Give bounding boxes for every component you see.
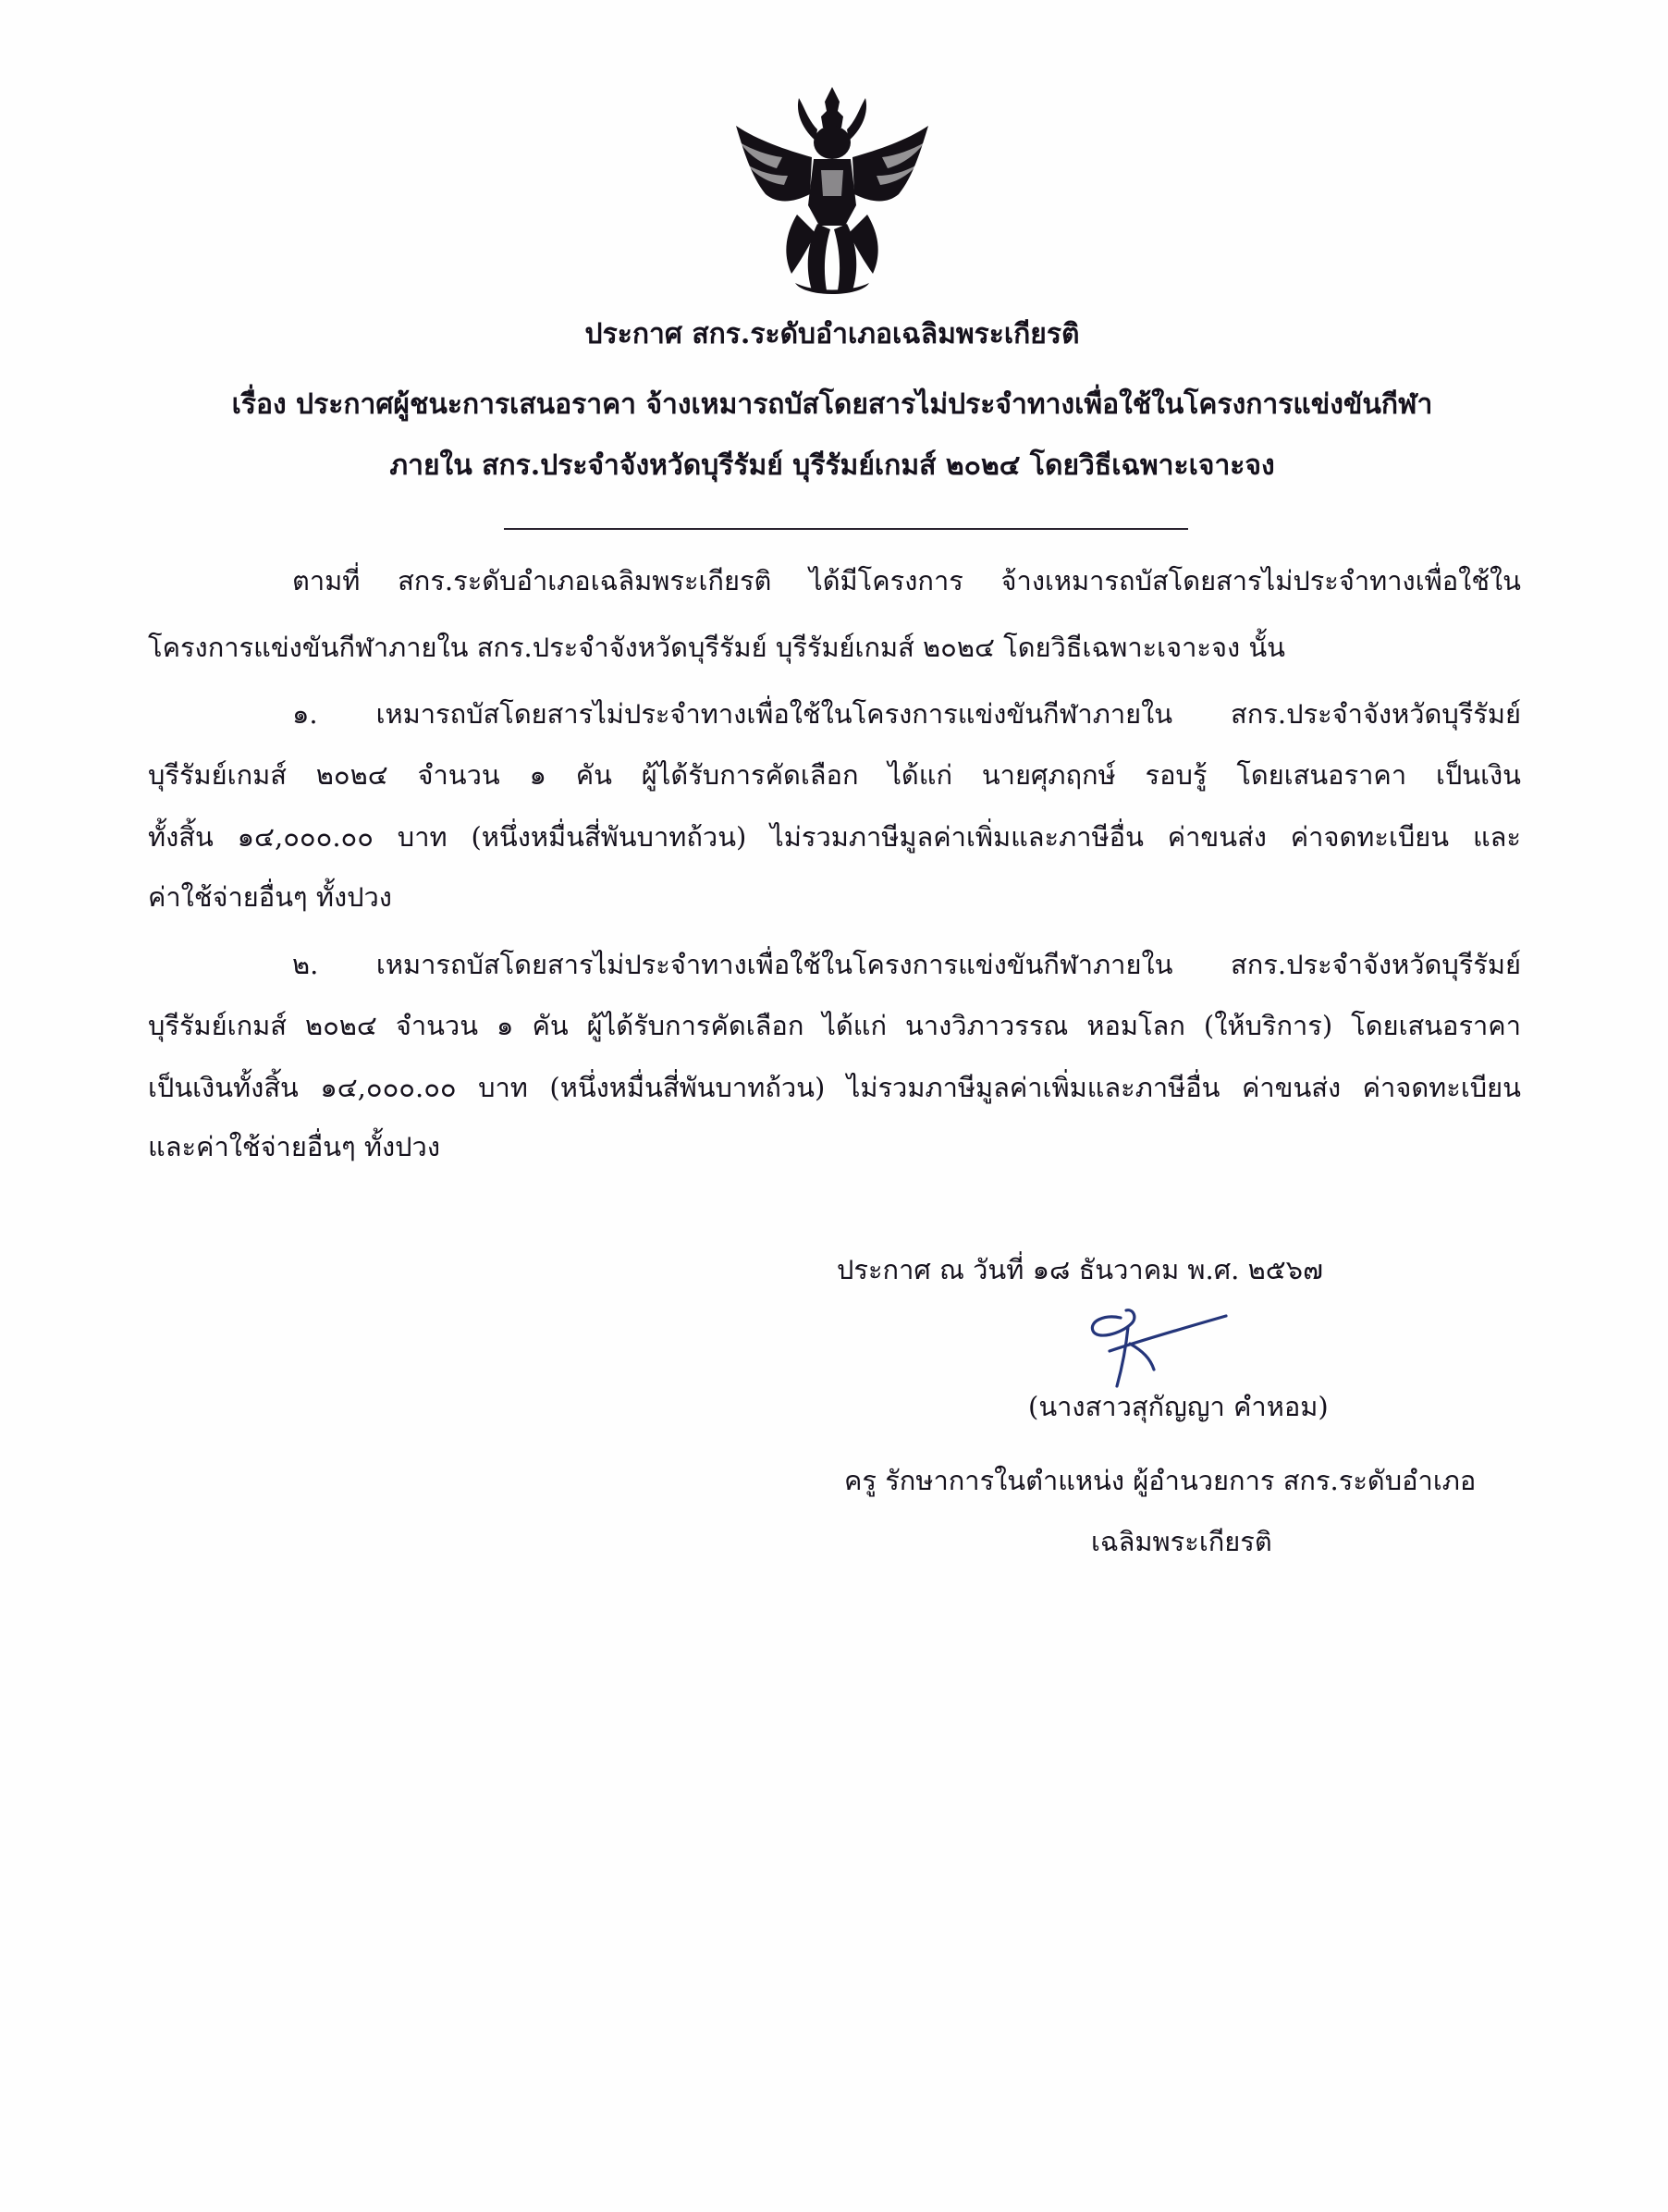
signer-name: (นางสาวสุกัญญา คำหอม) xyxy=(1028,1391,1329,1422)
announcement-title: ประกาศ สกร.ระดับอำเภอเฉลิมพระเกียรติ xyxy=(584,318,1080,350)
item2-line-4: และค่าใช้จ่ายอื่นๆ ทั้งปวง xyxy=(148,1131,440,1162)
announcement-date: ประกาศ ณ วันที่ ๑๘ ธันวาคม พ.ศ. ๒๕๖๗ xyxy=(837,1254,1323,1285)
item2-line-1: ๒. เหมารถบัสโดยสารไม่ประจำทางเพื่อใช้ในโครงการแข่งขันกีฬาภายใน สกร.ประจำจังหวัดบุรีรัมย์ xyxy=(292,949,1521,980)
item1-line-3: ทั้งสิ้น ๑๔,๐๐๐.๐๐ บาท (หนึ่งหมื่นสี่พันบาทถ้วน) ไม่รวมภาษีมูลค่าเพิ่มและภาษีอื่น ค่าขนส่ง ค่าจดทะเบียน และ xyxy=(148,821,1521,853)
item1-line-2: บุรีรัมย์เกมส์ ๒๐๒๔ จำนวน ๑ คัน ผู้ได้รับการคัดเลือก ได้แก่ นายศุภฤกษ์ รอบรู้ โดยเสนอราคา เป็นเงิน xyxy=(148,759,1521,791)
item2-line-3: เป็นเงินทั้งสิ้น ๑๔,๐๐๐.๐๐ บาท (หนึ่งหมื่นสี่พันบาทถ้วน) ไม่รวมภาษีมูลค่าเพิ่มและภาษีอื่น ค่าขนส่ง ค่าจดทะเบียน xyxy=(148,1072,1521,1103)
item2-line-2: บุรีรัมย์เกมส์ ๒๐๒๔ จำนวน ๑ คัน ผู้ได้รับการคัดเลือก ได้แก่ นางวิภาวรรณ หอมโลก (ให้บริการ) โดยเสนอราคา xyxy=(148,1010,1521,1041)
header-divider xyxy=(504,528,1188,530)
signer-position-line-1: ครู รักษาการในตำแหน่ง ผู้อำนวยการ สกร.ระดับอำเภอ xyxy=(844,1465,1477,1496)
signature-icon xyxy=(1073,1290,1239,1392)
intro-line-1: ตามที่ สกร.ระดับอำเภอเฉลิมพระเกียรติ ได้มีโครงการ จ้างเหมารถบัสโดยสารไม่ประจำทางเพื่อใช้ใน xyxy=(292,565,1521,596)
signer-position-line-2: เฉลิมพระเกียรติ xyxy=(1091,1526,1272,1557)
announcement-subject: เรื่อง ประกาศผู้ชนะการเสนอราคา จ้างเหมารถบัสโดยสารไม่ประจำทางเพื่อใช้ในโครงการแข่งขันกีฬา xyxy=(231,388,1433,421)
intro-line-2: โครงการแข่งขันกีฬาภายใน สกร.ประจำจังหวัดบุรีรัมย์ บุรีรัมย์เกมส์ ๒๐๒๔ โดยวิธีเฉพาะเจาะจง นั้น xyxy=(148,632,1285,663)
garuda-emblem-icon xyxy=(730,85,934,300)
announcement-subject-cont: ภายใน สกร.ประจำจังหวัดบุรีรัมย์ บุรีรัมย์เกมส์ ๒๐๒๔ โดยวิธีเฉพาะเจาะจง xyxy=(389,449,1275,482)
item1-line-1: ๑. เหมารถบัสโดยสารไม่ประจำทางเพื่อใช้ในโครงการแข่งขันกีฬาภายใน สกร.ประจำจังหวัดบุรีรัมย์ xyxy=(292,698,1521,730)
item1-line-4: ค่าใช้จ่ายอื่นๆ ทั้งปวง xyxy=(148,881,392,913)
